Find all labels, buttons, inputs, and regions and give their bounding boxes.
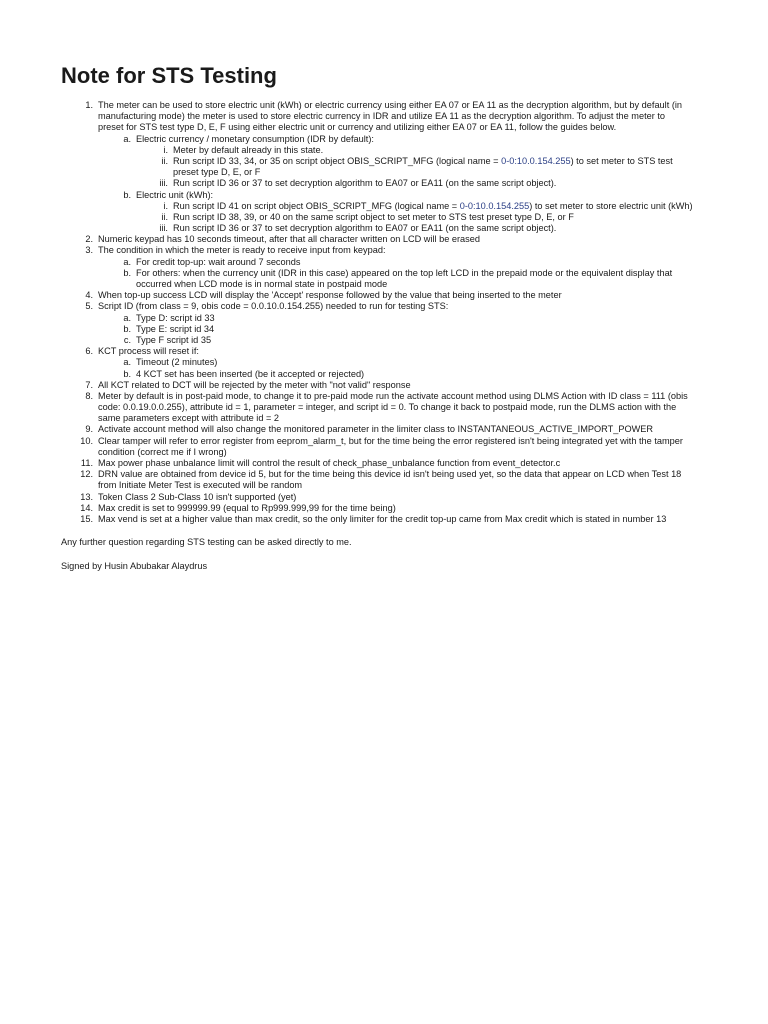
list-subitem (61, 257, 721, 268)
item-number: ii. (161, 155, 168, 166)
item-text: Meter by default already in this state. (173, 144, 324, 155)
list-item (61, 492, 721, 503)
list-item (61, 391, 721, 402)
list-subitem (61, 167, 721, 178)
signature-line: Signed by Husin Abubakar Alaydrus (61, 561, 208, 571)
text-run: ) to set meter to store electric unit (kWh) (529, 200, 693, 211)
item-number: 14. (80, 502, 93, 513)
logical-name-link: 0-0:10.0.154.255 (459, 200, 530, 211)
list-subitem (61, 324, 721, 335)
item-number: a. (123, 357, 131, 368)
list-item (61, 402, 721, 413)
item-number: 4. (85, 290, 93, 301)
item-text (173, 201, 693, 212)
item-number: 3. (85, 245, 93, 256)
item-number: 10. (80, 435, 93, 446)
item-text: code: 0.0.19.0.0.255), attribute id = 1, parameter = integer, and script id = 0. To change it back to postpaid mode, run the DLMS action with the (98, 402, 677, 413)
item-text: manufacturing mode) the meter is used to store electric currency in IDR and utilize EA 11 as the decryption algorithm. To adjust the meter to (98, 111, 666, 122)
item-number: 9. (85, 424, 93, 435)
closing-paragraph: Any further question regarding STS testing can be asked directly to me. (61, 537, 352, 547)
list-item (61, 111, 721, 122)
item-text: 4 KCT set has been inserted (be it accepted or rejected) (136, 368, 365, 379)
item-text: Numeric keypad has 10 seconds timeout, after that all character written on LCD will be erased (98, 234, 480, 245)
list-subitem (61, 357, 721, 368)
item-text: Run script ID 36 or 37 to set decryption algorithm to EA07 or EA11 (on the same script object). (173, 178, 557, 189)
list-item (61, 100, 721, 111)
item-number: 2. (85, 234, 93, 245)
item-text: Max credit is set to 999999.99 (equal to Rp999.999,99 for the time being) (98, 502, 396, 513)
item-text: from Initiate Meter Test is executed will be random (98, 480, 303, 491)
list-subitem (61, 313, 721, 324)
item-number: iii. (159, 223, 168, 234)
item-text: occurred when LCD mode is in normal state in postpaid mode (136, 279, 388, 289)
item-text: Script ID (from class = 9, obis code = 0.0.10.0.154.255) needed to run for testing STS: (98, 301, 449, 312)
list-item (61, 346, 721, 357)
item-number: 12. (80, 469, 93, 480)
list-item (61, 122, 721, 133)
item-number: b. (123, 368, 131, 379)
item-number: b. (123, 267, 131, 278)
list-subitem (61, 223, 721, 234)
list-item (61, 469, 721, 480)
item-text: Run script ID 38, 39, or 40 on the same script object to set meter to STS test preset type D, E, or F (173, 211, 574, 222)
list-subitem (61, 212, 721, 223)
item-number: 13. (80, 491, 93, 502)
list-item (61, 503, 721, 514)
item-number: 15. (80, 513, 93, 524)
list-subitem (61, 190, 721, 201)
document-title: Note for STS Testing (61, 63, 277, 88)
list-item (61, 413, 721, 424)
item-text: The meter can be used to store electric unit (kWh) or electric currency using either EA 07 or EA 11 as the decryption algorithm, but by default (in (98, 100, 683, 110)
item-number: 11. (80, 458, 93, 468)
text-run: Run script ID 41 on script object OBIS_SCRIPT_MFG (logical name = (173, 200, 460, 211)
list-subitem (61, 335, 721, 346)
item-number: iii. (159, 178, 168, 189)
item-text (173, 156, 673, 167)
item-text: Activate account method will also change the monitored parameter in the limiter class to INSTANTANEOUS_ACTIVE_IMPORT_POWER (98, 424, 654, 435)
list-subitem (61, 178, 721, 189)
item-text: Max vend is set at a higher value than max credit, so the only limiter for the credit top-up came from Max credit which is stated in number 13 (98, 513, 667, 524)
item-text: Electric currency / monetary consumption (IDR by default): (136, 133, 374, 144)
item-number: a. (123, 312, 131, 323)
list-item (61, 424, 721, 435)
item-text: preset type D, E, or F (173, 167, 261, 178)
list-item (61, 290, 721, 301)
numbered-list (61, 100, 721, 525)
text-run: Run script ID 33, 34, or 35 on script object OBIS_SCRIPT_MFG (logical name = (173, 155, 502, 166)
item-text: DRN value are obtained from device id 5, but for the time being this device id isn't being used yet, so the data that appear on LCD when Test 18 (98, 469, 682, 480)
list-subitem (61, 134, 721, 145)
list-subitem (61, 145, 721, 156)
item-text: When top-up success LCD will display the 'Accept' response followed by the value that being inserted to the meter (98, 290, 562, 301)
list-item (61, 380, 721, 391)
item-text: KCT process will reset if: (98, 346, 199, 357)
item-text: Type F script id 35 (136, 334, 212, 345)
item-number: b. (123, 189, 131, 200)
item-text: Meter by default is in post-paid mode, to change it to pre-paid mode run the activate account method using DLMS Action with ID class = 111 (obis (98, 390, 688, 401)
item-text: Type D: script id 33 (136, 312, 215, 323)
item-text: condition (correct me if I wrong) (98, 446, 227, 457)
logical-name-link: 0-0:10.0.154.255 (501, 155, 571, 166)
item-text: The condition in which the meter is ready to receive input from keypad: (98, 245, 386, 256)
list-item (61, 480, 721, 491)
item-number: 8. (85, 390, 93, 401)
list-item (61, 301, 721, 312)
list-subitem (61, 369, 721, 380)
item-number: 1. (85, 100, 93, 110)
item-text: Electric unit (kWh): (136, 189, 214, 200)
list-subitem (61, 279, 721, 290)
item-number: 5. (85, 301, 93, 312)
item-text: For credit top-up: wait around 7 seconds (136, 256, 301, 267)
item-text: Clear tamper will refer to error register from eeprom_alarm_t, but for the time being the error registered isn't being integrated yet with the tamper (98, 435, 683, 446)
list-item (61, 234, 721, 245)
item-number: 7. (85, 379, 93, 390)
list-item (61, 458, 721, 469)
list-item (61, 447, 721, 458)
item-text: preset for STS test type D, E, F using either electric unit or currency and utilizing either EA 07 or EA 11, follow the guides below. (98, 122, 617, 133)
item-number: a. (123, 133, 131, 144)
item-text: Max power phase unbalance limit will control the result of check_phase_unbalance function from event_detector.c (98, 458, 561, 468)
item-number: b. (123, 323, 131, 334)
list-subitem (61, 156, 721, 167)
item-text: For others: when the currency unit (IDR in this case) appeared on the top left LCD in the prepaid mode or the equivalent display that (136, 267, 673, 278)
list-item (61, 436, 721, 447)
item-number: i. (163, 200, 168, 211)
item-number: a. (123, 256, 131, 267)
list-item (61, 245, 721, 256)
item-text: Token Class 2 Sub-Class 10 isn't supported (yet) (98, 491, 297, 502)
list-subitem (61, 201, 721, 212)
item-text: Timeout (2 minutes) (136, 357, 218, 368)
item-text: same parameters except with attribute id = 2 (98, 413, 280, 424)
item-text: Run script ID 36 or 37 to set decryption algorithm to EA07 or EA11 (on the same script object). (173, 223, 557, 234)
text-run: ) to set meter to STS test (570, 155, 673, 166)
item-number: 6. (85, 346, 93, 357)
item-number: i. (163, 144, 168, 155)
item-text: All KCT related to DCT will be rejected by the meter with "not valid" response (98, 379, 411, 390)
item-text: Type E: script id 34 (136, 323, 215, 334)
list-subitem (61, 268, 721, 279)
list-item (61, 514, 721, 525)
item-number: ii. (161, 211, 168, 222)
item-number: c. (123, 334, 131, 345)
